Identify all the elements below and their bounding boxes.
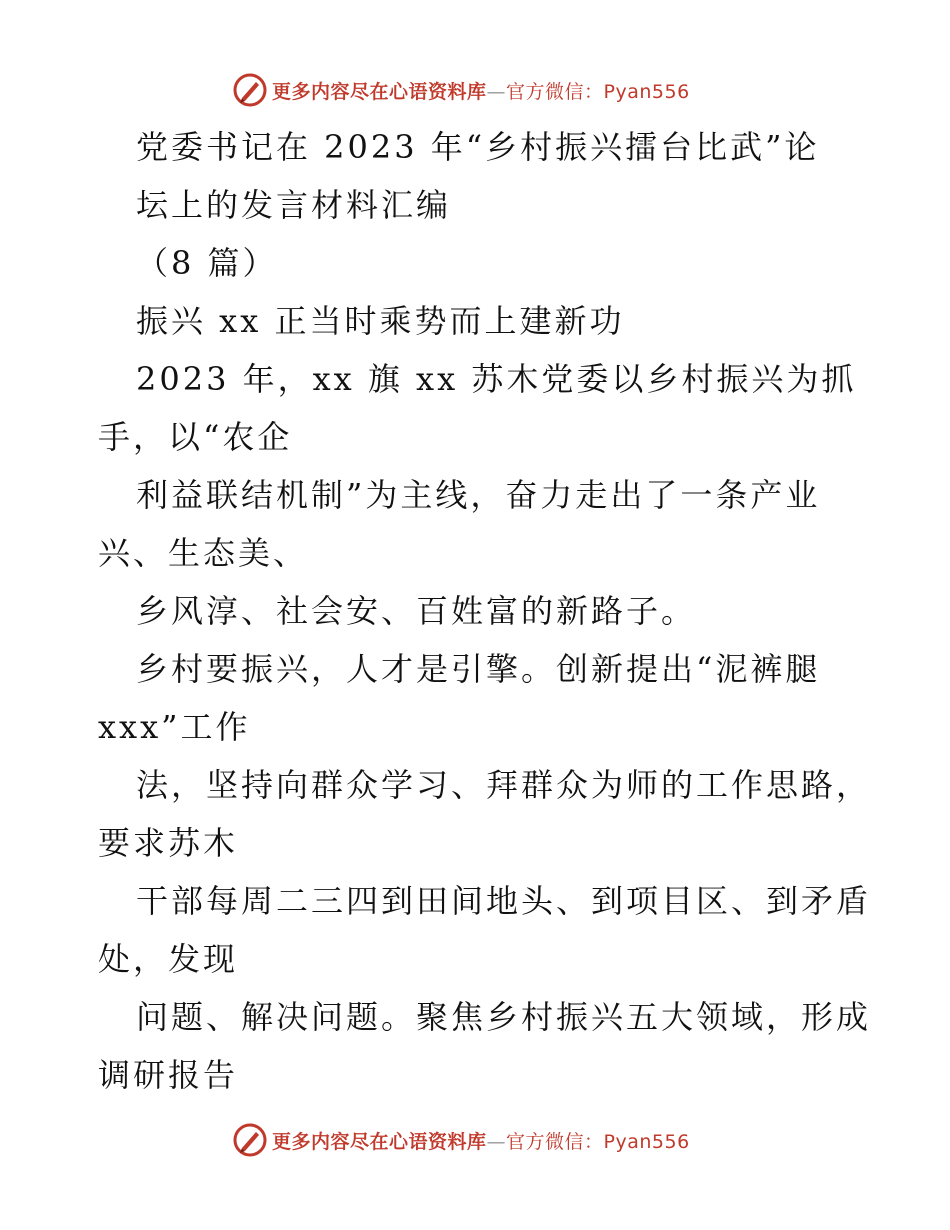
banner-main-text: 更多内容尽在心语资料库 (272, 80, 487, 103)
banner-main-text: 更多内容尽在心语资料库 (272, 1130, 487, 1153)
footer-banner (232, 1120, 690, 1160)
pen-logo-icon (232, 1122, 268, 1158)
paragraph-line: 处，发现 (98, 940, 239, 978)
paragraph-line: 手，以“农企 (98, 418, 293, 456)
header-banner (232, 70, 690, 110)
banner-text (272, 77, 690, 104)
paragraph-line: 2023 年，xx 旗 xx 苏木党委以乡村振兴为抓 (136, 360, 857, 398)
banner-wechat-label: 官方微信： (506, 1130, 604, 1153)
section-heading: 振兴 xx 正当时乘势而上建新功 (136, 302, 625, 340)
paragraph-line: 要求苏木 (98, 824, 239, 862)
doc-title-line-1: 党委书记在 2023 年“乡村振兴擂台比武”论 (136, 128, 820, 166)
paragraph-line: 调研报告 (98, 1056, 239, 1094)
paragraph-line: 法，坚持向群众学习、拜群众为师的工作思路， (136, 766, 872, 804)
paragraph-line: 问题、解决问题。聚焦乡村振兴五大领域，形成 (136, 998, 872, 1036)
paragraph-line: 干部每周二三四到田间地头、到项目区、到矛盾 (136, 882, 872, 920)
banner-text (272, 1127, 690, 1154)
paragraph-line: 利益联结机制”为主线，奋力走出了一条产业 (136, 476, 821, 514)
doc-subtitle-count: （8 篇） (136, 244, 278, 282)
paragraph-line: 乡村要振兴，人才是引擎。创新提出“泥裤腿 (136, 650, 821, 688)
banner-wechat-label: 官方微信： (506, 80, 604, 103)
banner-separator: — (486, 1130, 507, 1153)
paragraph-line: 乡风淳、社会安、百姓富的新路子。 (136, 592, 697, 630)
banner-wechat-id: Pyan556 (603, 80, 690, 103)
pen-logo-icon (232, 72, 268, 108)
banner-wechat-id: Pyan556 (603, 1130, 690, 1153)
paragraph-line: xxx”工作 (98, 708, 251, 746)
paragraph-line: 兴、生态美、 (98, 534, 309, 572)
banner-separator: — (486, 80, 507, 103)
doc-title-line-2: 坛上的发言材料汇编 (136, 186, 452, 224)
